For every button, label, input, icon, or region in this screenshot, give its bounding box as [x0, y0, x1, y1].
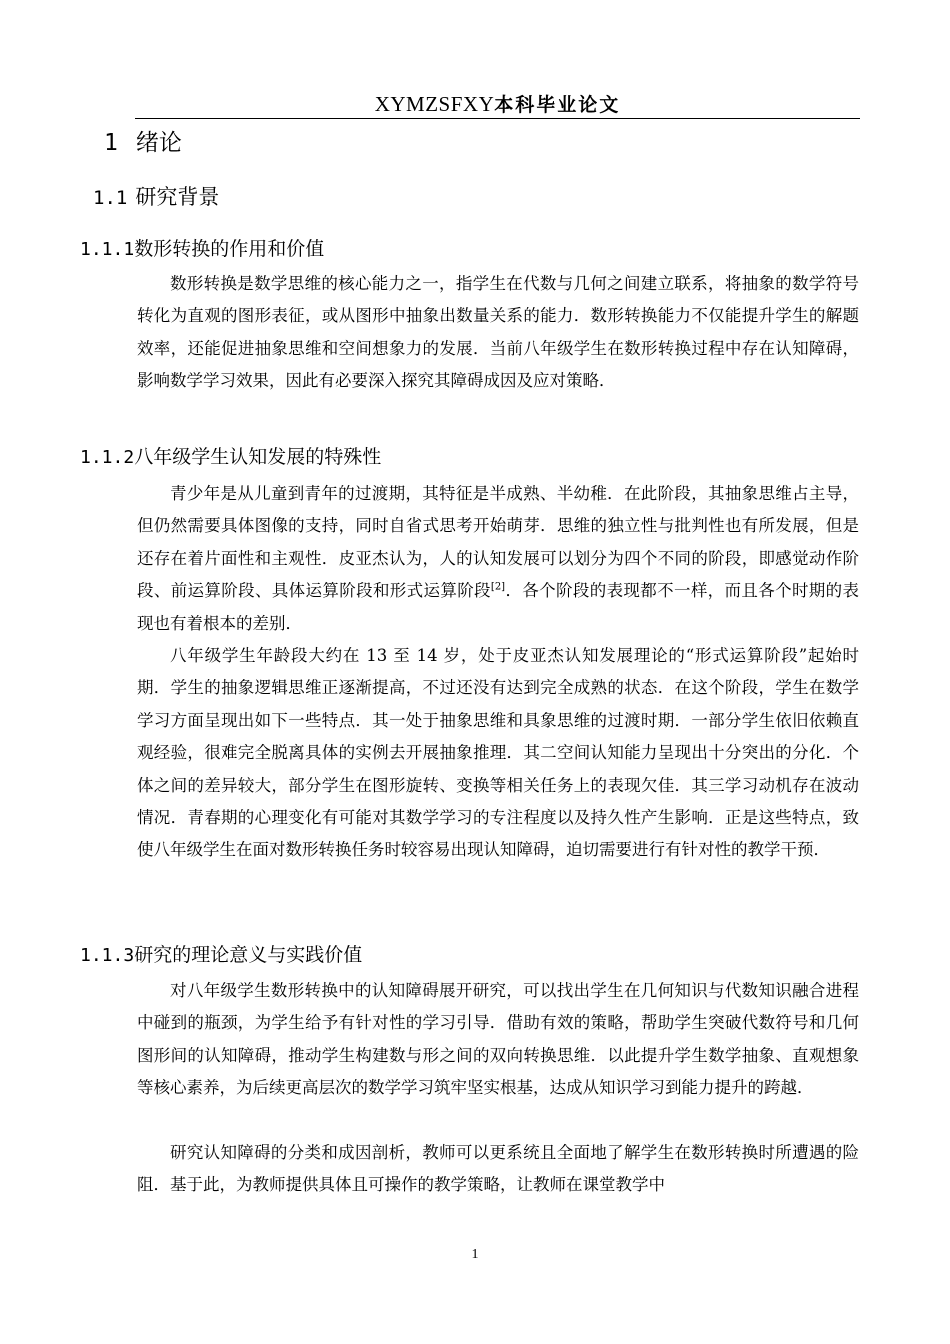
chapter-title: 绪论 [135, 130, 182, 156]
paragraph-text: 青少年是从儿童到青年的过渡期，其特征是半成熟、半幼稚．在此阶段，其抽象思维占主导，但仍然需要具体图像的支持，同时自省式思考开始萌芽．思维的独立性与批判性也有所发展，但是还存在着片面性和主观性．皮亚杰认为，人的认知发展可以划分为四个不同的阶段，即感觉动作阶段、前运算阶段、具体运算阶段和形式运算阶段 [137, 484, 859, 601]
chapter-heading [104, 124, 182, 157]
subsection-title: 研究的理论意义与实践价值 [134, 944, 363, 966]
paragraph-text: ．各个阶段的表现都不一样，而且各个时期的表现也有着根本的差别． [137, 581, 860, 633]
section-title: 研究背景 [135, 185, 220, 209]
header-thesis-title: 本科毕业论文 [494, 94, 621, 116]
subsection-heading [80, 442, 381, 469]
subsection-number: 1.1.3 [80, 945, 135, 966]
subsection-number: 1.1.1 [80, 239, 135, 260]
section-heading [93, 181, 219, 211]
body-paragraph: 研究认知障碍的分类和成因剖析，教师可以更系统且全面地了解学生在数形转换时所遭遇的险阻．基于此，为教师提供具体且可操作的教学策略，让教师在课堂教学中 [137, 1143, 859, 1195]
subsection-title: 八年级学生认知发展的特殊性 [134, 446, 382, 468]
subsection-title: 数形转换的作用和价值 [134, 238, 325, 260]
page-header [135, 90, 860, 119]
page-number: 1 [471, 1247, 479, 1262]
header-school-code: XYMZSFXY [374, 92, 495, 116]
subsection-heading [80, 940, 362, 967]
section-number: 1.1 [93, 187, 128, 209]
subsection-number: 1.1.2 [80, 447, 135, 468]
body-paragraph: 八年级学生年龄段大约在 13 至 14 岁，处于皮亚杰认知发展理论的“形式运算阶段”起始时期．学生的抽象逻辑思维正逐渐提高，不过还没有达到完全成熟的状态．在这个阶段，学生在数学学习方面呈现出如下一些特点．其一处于抽象思维和具象思维的过渡时期．一部分学生依旧依赖直观经验，很难完全脱离具体的实例去开展抽象推理．其二空间认知能力呈现出十分突出的分化．个体之间的差异较大，部分学生在图形旋转、变换等相关任务上的表现欠佳．其三学习动机存在波动情况．青春期的心理变化有可能对其数学学习的专注程度以及持久性产生影响．正是这些特点，致使八年级学生在面对数形转换任务时较容易出现认知障碍，迫切需要进行有针对性的教学干预． [137, 646, 859, 860]
body-paragraph: 对八年级学生数形转换中的认知障碍展开研究，可以找出学生在几何知识与代数知识融合进程中碰到的瓶颈，为学生给予有针对性的学习引导．借助有效的策略，帮助学生突破代数符号和几何图形间的认知障碍，推动学生构建数与形之间的双向转换思维．以此提升学生数学抽象、直观想象等核心素养，为后续更高层次的数学学习筑牢坚实根基，达成从知识学习到能力提升的跨越． [137, 981, 859, 1098]
citation-reference: [2] [490, 581, 506, 593]
body-paragraph: 数形转换是数学思维的核心能力之一，指学生在代数与几何之间建立联系，将抽象的数学符号转化为直观的图形表征，或从图形中抽象出数量关系的能力．数形转换能力不仅能提升学生的解题效率，还能促进抽象思维和空间想象力的发展．当前八年级学生在数形转换过程中存在认知障碍，影响数学学习效果，因此有必要深入探究其障碍成因及应对策略． [137, 274, 859, 391]
body-paragraph [137, 478, 859, 640]
subsection-heading [80, 234, 324, 261]
chapter-number: 1 [104, 130, 118, 156]
